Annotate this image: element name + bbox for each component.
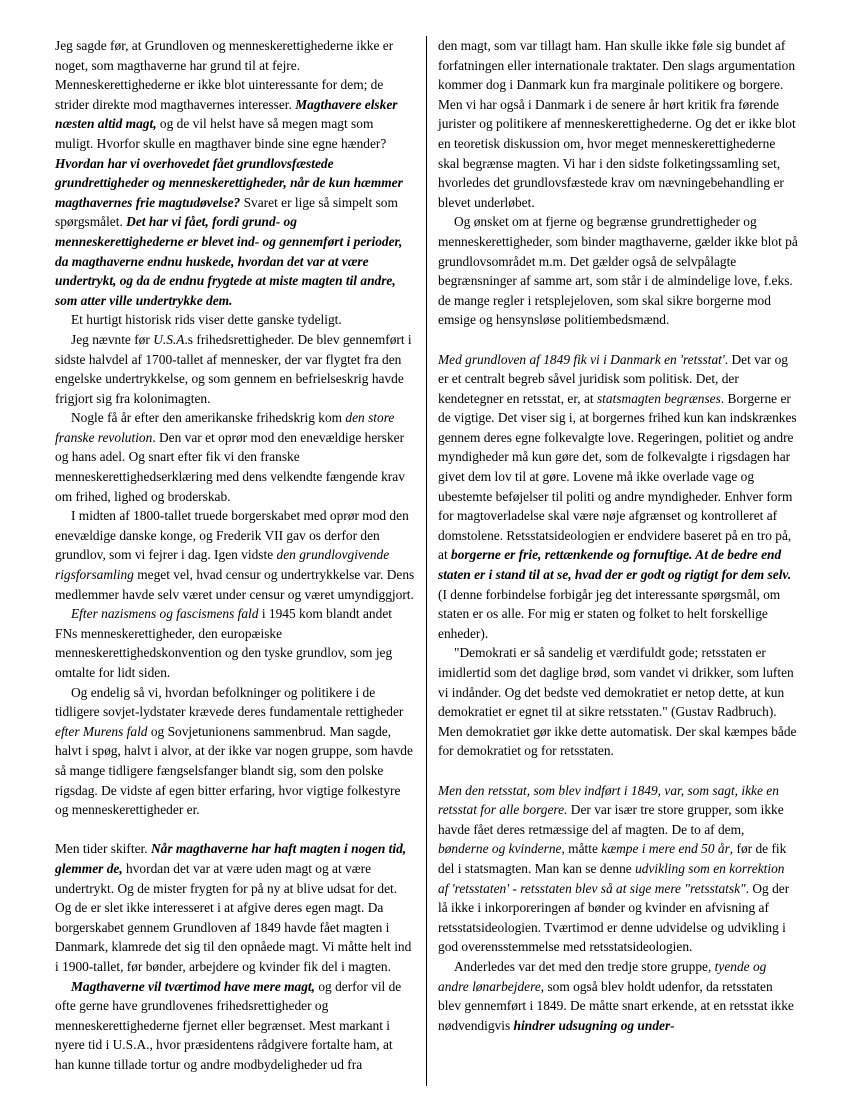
emphasized-text: Med grundloven af 1849 fik vi i Danmark en 'retsstat': [438, 351, 725, 367]
body-text: Der var især tre store grupper, som ikke havde fået deres retmæssige del af magten. De to af dem,: [438, 802, 784, 837]
body-text: Svaret er lige så simpelt som spørgsmålet.: [55, 194, 398, 230]
right-column: [438, 36, 798, 1035]
emphasized-text: U.S.A: [153, 331, 185, 347]
emphasized-text: Efter nazismens og fascismens fald: [71, 606, 259, 622]
paragraph: [438, 781, 798, 957]
emphasized-text: Magthavere elsker næsten altid magt,: [55, 96, 398, 132]
body-text: "Demokrati er så sandelig et værdifuldt gode; retsstaten er imidlertid som det daglige brød, som vandet vi drikker, som luften vi indånder. Og det bedste ved demokratiet er netop dette, at kun demokratiet er egnet til at sikre retsstaten." (Gustav Radbruch). Men demokratiet gør ikke dette automatisk. Der skal kæmpes både for demokratiet og for retsstaten.: [438, 645, 797, 759]
body-text: , som også blev holdt udenfor, da retsstaten blev gennemført i 1849. De måtte snart erkende, at en retsstat ikke nødvendigvis: [438, 978, 794, 1033]
emphasized-text: borgerne er frie, rettænkende og fornuftige. At de bedre end staten er i stand til at se, hvad der er godt og rigtigt for dem selv.: [438, 547, 792, 583]
body-text: . Det var og er et centralt begreb såvel juridisk som politisk. Det, der kendetegner en retsstat, er, at: [438, 351, 788, 406]
column-divider: [426, 36, 427, 1086]
body-text: Jeg sagde før, at Grundloven og menneskerettighederne ikke er noget, som magthaverne har grund til at fejre. Menneskerettighederne er ikke blot uinteressante for dem; de strider direkte mod magthavernes interesser.: [55, 38, 394, 112]
emphasized-text: Hvordan har vi overhovedet fået grundlovsfæstede grundrettigheder og menneskerettigheder, når de kun hæmmer magthavernes frie magtudøvelse?: [55, 155, 403, 210]
body-text: Og endelig så vi, hvordan befolkninger og politikere i de tidligere sovjet-lydstater krævede deres fundamentale rettigheder: [55, 684, 404, 720]
body-text: og derfor vil de ofte gerne have grundlovenes frihedsrettigheder og menneskerettighederne fjernet eller begrænset. Mest markant i nyere tid i U.S.A., hvor præsidentens rådgivere fortalte ham, at han kunne tillade tortur og andre modbydeligheder ud fra: [55, 978, 402, 1072]
paragraph: [55, 330, 415, 408]
body-text: Jeg nævnte før: [71, 331, 154, 347]
paragraph: [55, 977, 415, 1075]
emphasized-text: den store franske revolution: [55, 410, 395, 445]
emphasized-text: hindrer udsugning og under-: [513, 1017, 675, 1033]
body-text: Et hurtigt historisk rids viser dette ganske tydeligt.: [71, 312, 342, 328]
body-text: , før de fik del i statsmagten. Man kan se denne: [438, 841, 787, 876]
emphasized-text: statsmagten begrænses: [596, 390, 721, 406]
paragraph: [438, 36, 798, 212]
body-text: , måtte: [561, 841, 602, 857]
body-text: og Sovjetunionens sammenbrud. Man sagde, halvt i spøg, halvt i alvor, at der ikke var nogen gruppe, som havde så mange tidligere fængselsfanger blandt sig, som den polske rigsdag. De vidste af egen bitter erfaring, hvor vigtige folkestyre og menneskerettigheder er.: [55, 723, 413, 818]
emphasized-text: kæmpe i mere end 50 år: [601, 841, 730, 857]
emphasized-text: tyende og andre lønarbejdere: [438, 958, 767, 994]
body-text: meget vel, hvad censur og undertrykkelse var. Dens medlemmer havde selv været under censur og været umyndiggjort.: [55, 567, 415, 602]
paragraph: [55, 839, 415, 976]
body-text: . Og der lå ikke i inkorporeringen af bønder og kvinder en afvisning af retsstatsideologien. Tværtimod er denne udvidelse og udvikling i god overensstemmelse med retsstatsideologien.: [438, 880, 790, 955]
emphasized-text: Magthaverne vil tværtimod have mere magt,: [71, 978, 315, 994]
body-text: .s frihedsrettigheder. De blev gennemført i sidste halvdel af 1700-tallet af mennesker, der var flygtet fra den engelske undertrykkelse, og som gennem en befrielseskrig havde frigjort sig fra kolonimagten.: [55, 331, 412, 406]
body-text: den magt, som var tillagt ham. Han skulle ikke føle sig bundet af forfatningen eller internationale traktater. Den slags argumentation kommer dog i Danmark kun fra marginale politikere og borgere. Men vi har også i Danmark i de senere år hørt kritik fra førende jurister og politikere af menneskerettighederne. Og det er ikke blot en teoretisk diskussion om, hvor meget menneskerettighederne skal begrænse magten. Vi har i den sidste folketingssamling set, hvorledes det grundlovsfæstede krav om nævningebehandling er blevet underløbet.: [438, 38, 796, 210]
paragraph: [438, 350, 798, 644]
emphasized-text: Men den retsstat, som blev indført i 1849, var, som sagt, ikke en retsstat for alle borgere.: [438, 782, 779, 818]
paragraph: [438, 643, 798, 761]
emphasized-text: Når magthaverne har haft magten i nogen tid, glemmer de,: [55, 841, 407, 876]
body-text: hvordan det var at være uden magt og at være undertrykt. Og de mister frygten for på ny at blive udsat for det. Og de er slet ikke interesseret i at afgive deres egen magt. Da borgerskabet gennem Grundloven af 1849 havde fået magten i Danmark, klamrede det sig til den opnåede magt. Vi måtte helt ind i 1900-tallet, før bønder, arbejdere og kvinder fik del i magten.: [55, 860, 412, 974]
emphasized-text: udvikling som en korrektion af 'retsstaten' - retsstaten blev så at sige mere "retsstatsk": [438, 860, 785, 896]
paragraph: [438, 957, 798, 1035]
body-text: I midten af 1800-tallet truede borgerskabet med oprør mod den enevældige danske konge, og Frederik VII gav os derfor den grundlov, som vi fejrer i dag. Igen vidste: [55, 508, 409, 563]
body-text: og de vil helst have så megen magt som muligt. Hvorfor skulle en magthaver binde sine egne hænder?: [55, 116, 387, 151]
paragraph: [55, 36, 415, 310]
body-text: . Borgerne er de vigtige. Det viser sig i, at borgernes frihed kun kan indskrænkes gennem deres egne folkevalgte love. Regeringen, politiet og andre myndigheder må kun gøre det, som de folkevalgte i rigsdagen har givet dem lov til at gøre. Lovene må ikke overlade vage og ubestemte beføjelser til politi og andre myndigheder. Enhver form for magtoverladelse skal være nøje afgrænset og kontrolleret af domstolene. Retsstatsideologien er endvidere baseret på en tro på, at: [438, 390, 797, 563]
body-text: Anderledes var det med den tredje store gruppe,: [454, 958, 715, 974]
emphasized-text: Det har vi fået, fordi grund- og menneskerettighederne er blevet ind- og gennemført i perioder, da magthaverne endnu huskede, hvordan det var at være undertrykt, og da de endnu frygtede at miste magten til andre, som atter ville undertrykke dem.: [55, 214, 403, 308]
paragraph: [55, 604, 415, 682]
emphasized-text: bønderne og kvinderne: [438, 841, 562, 857]
body-text: i 1945 kom blandt andet FNs menneskerettigheder, den europæiske menneskerettighedskonvention og den tyske grundlov, som jeg omtalte for lidt siden.: [55, 606, 393, 680]
body-text: Og ønsket om at fjerne og begrænse grundrettigheder og menneskerettigheder, som binder magthaverne, gælder ikke blot på grundlovsområdet m.m. Det gælder også de selvpålagte begrænsninger af samme art, som står i de almindelige love, f.eks. de mange regler i retsplejeloven, som skal sikre borgerne mod emsige og hensynsløse politiembedsmænd.: [438, 214, 798, 328]
body-text: . Den var et oprør mod den enevældige hersker og hans adel. Og snart efter fik vi den franske menneskerettighedserklæring med dens velkendte fængende krav om frihed, lighed og broderskab.: [55, 429, 405, 504]
left-column: [55, 36, 415, 1074]
paragraph: [55, 408, 415, 506]
paragraph: [55, 506, 415, 604]
paragraph: [55, 683, 415, 820]
body-text: Men tider skifter.: [55, 841, 151, 857]
body-text: Nogle få år efter den amerikanske frihedskrig kom: [71, 410, 346, 426]
body-text: (I denne forbindelse forbigår jeg det interessante spørgsmål, om staten er os alle. For mig er staten og folket to helt forskellige enheder).: [438, 586, 781, 641]
emphasized-text: efter Murens fald: [55, 723, 148, 739]
emphasized-text: den grundlovgivende rigsforsamling: [55, 547, 390, 583]
paragraph: [55, 310, 415, 330]
paragraph: [438, 212, 798, 330]
